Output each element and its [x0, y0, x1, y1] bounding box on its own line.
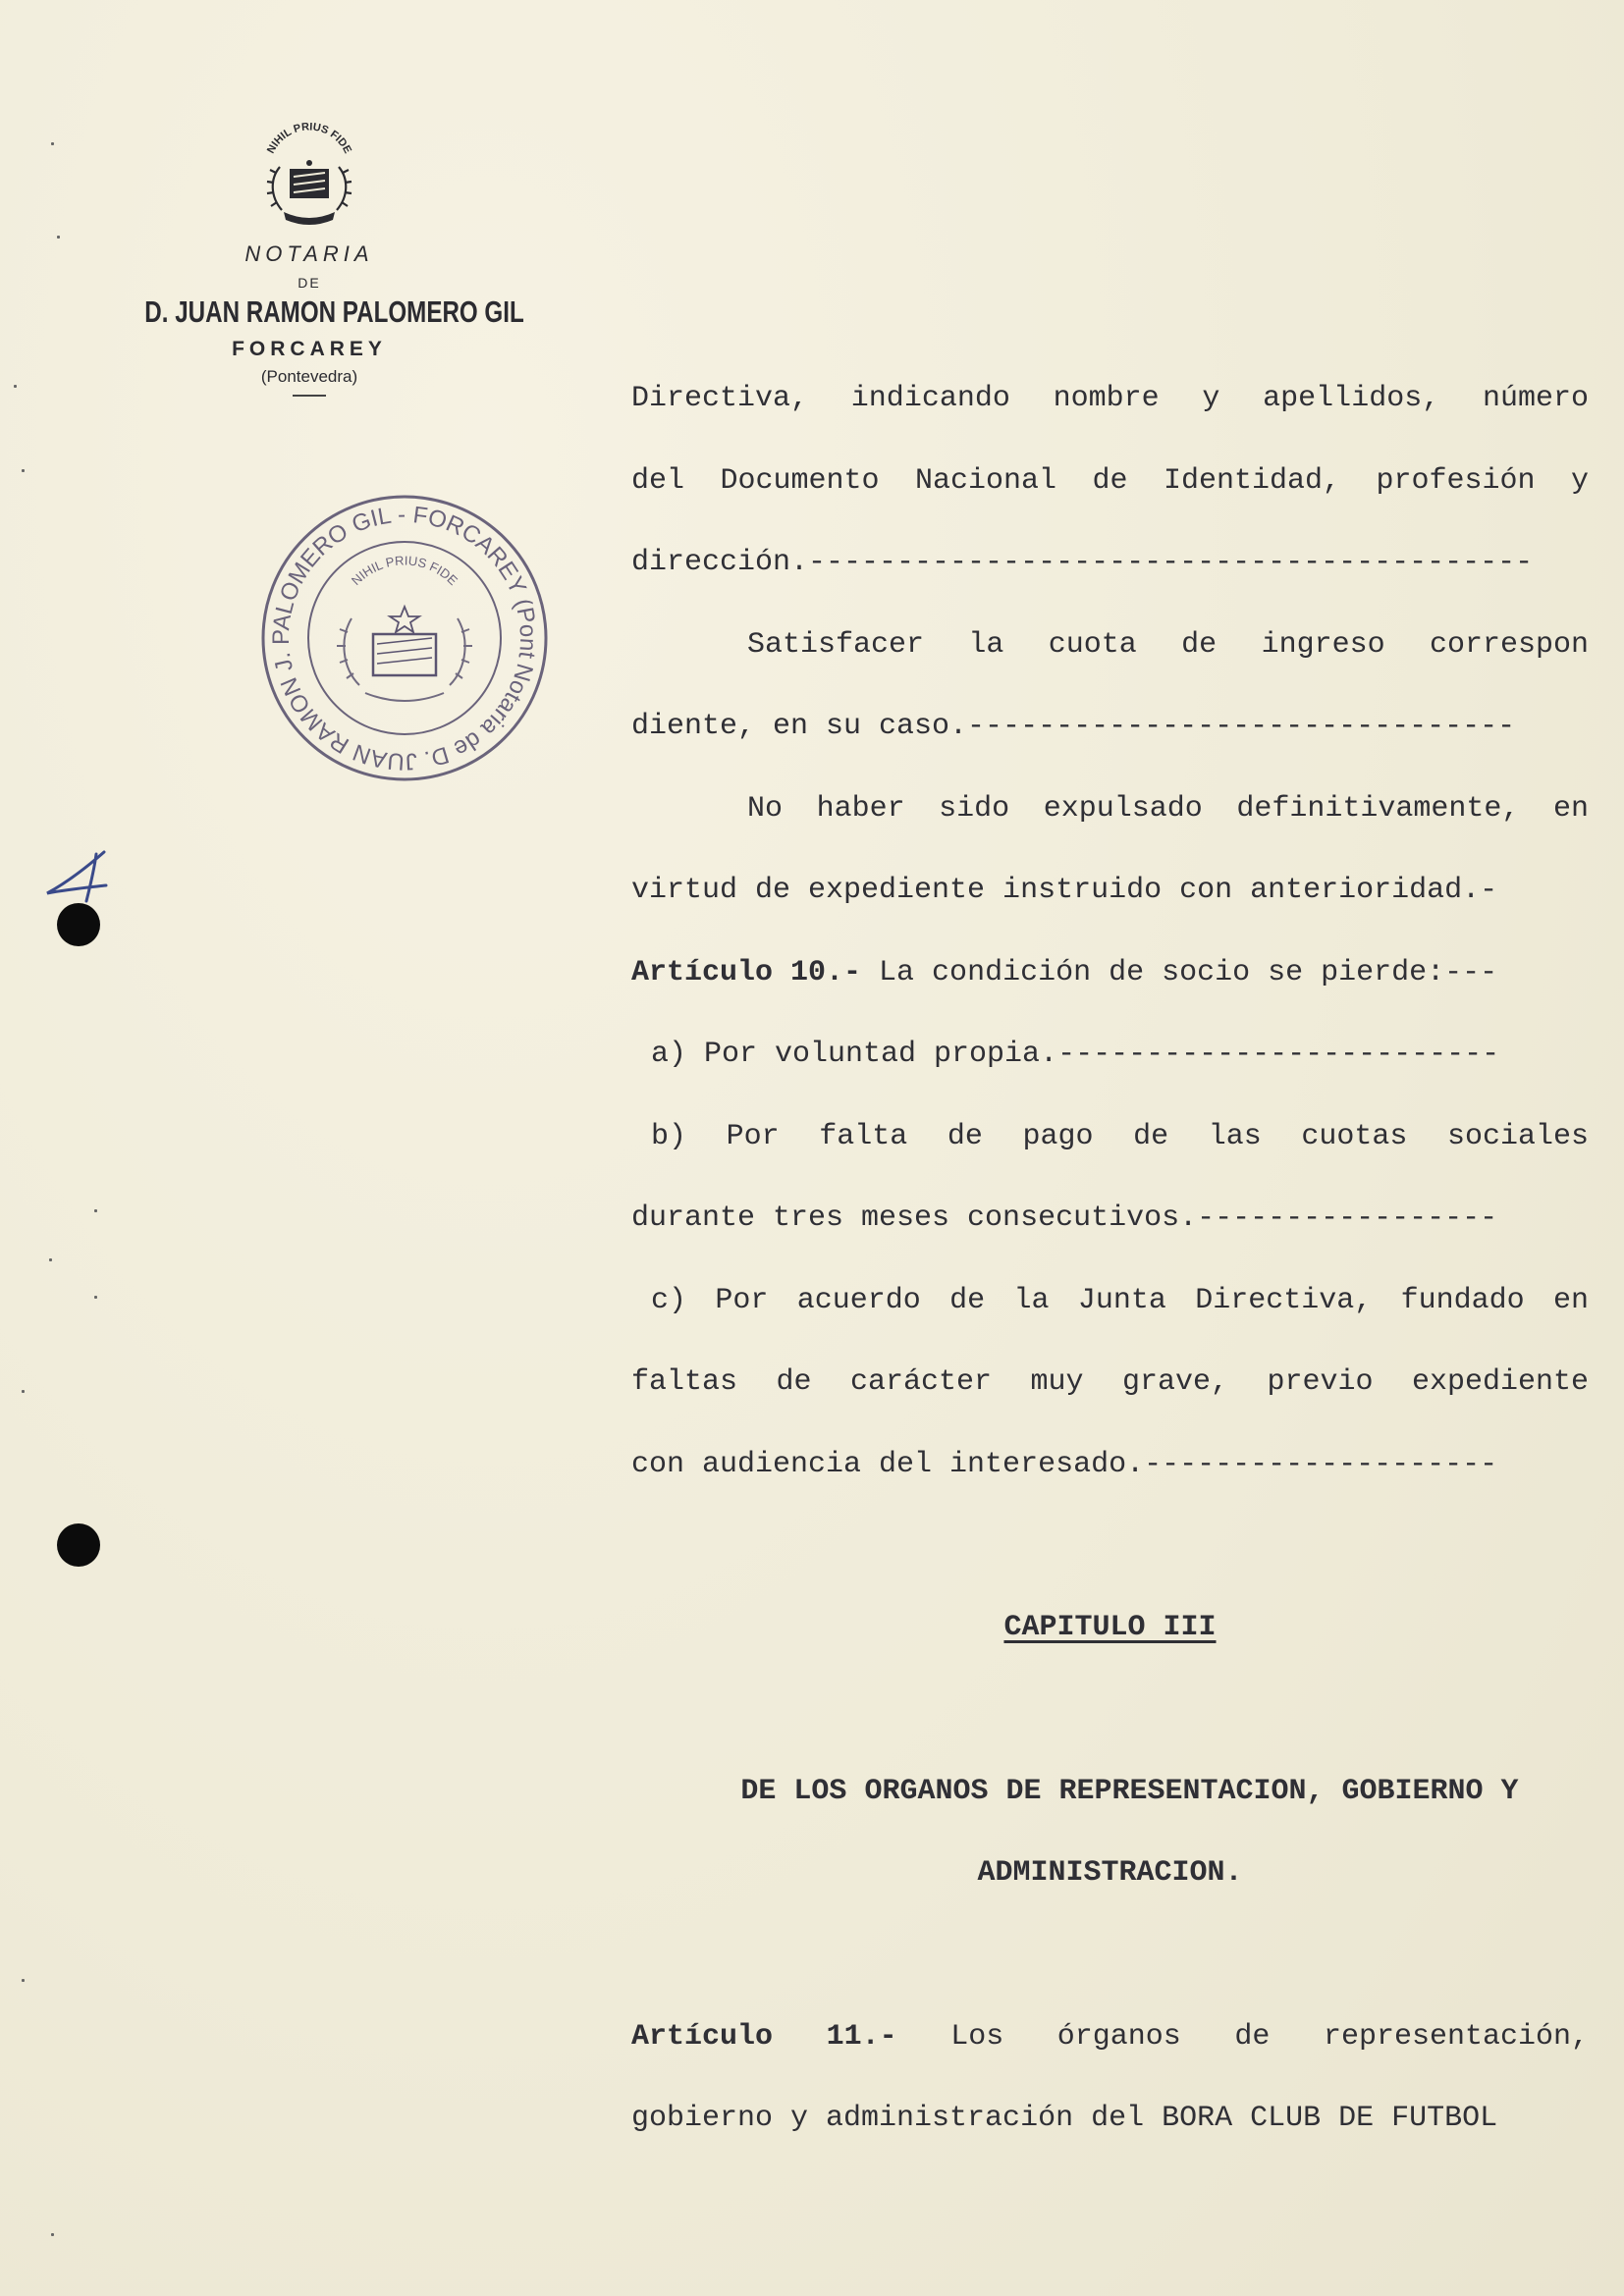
crest-motto: NIHIL PRIUS FIDE — [264, 121, 354, 156]
seal-inner-text: NIHIL PRIUS FIDE — [348, 553, 461, 589]
scan-speck — [51, 142, 54, 145]
svg-text:NIHIL PRIUS FIDE — [265, 121, 353, 155]
scan-speck — [22, 469, 25, 472]
section-heading-line-1: DE LOS ORGANOS DE REPRESENTACION, GOBIERNO Y — [740, 1774, 1519, 1808]
chapter-heading: CAPITULO III — [1003, 1611, 1217, 1644]
letterhead-town: FORCAREY — [232, 338, 387, 360]
notary-crest-icon — [250, 118, 368, 234]
text-line: Satisfacer la cuota de ingreso correspon — [747, 627, 1589, 662]
scan-speck — [94, 1296, 97, 1299]
scan-speck — [51, 2233, 54, 2236]
text-line: a) Por voluntad propia.------------------------- — [651, 1038, 1500, 1071]
text-line: virtud de expediente instruido con anterioridad.- — [631, 874, 1498, 907]
text-line: No haber sido expulsado definitivamente, en — [747, 791, 1589, 826]
svg-text:NIHIL PRIUS FIDE — [349, 553, 460, 588]
article-11-label: Artículo 11.- — [631, 2019, 897, 2054]
punch-hole-bottom — [57, 1523, 100, 1567]
seal-ring-text: Notaria de D. JUAN RAMON J. PALOMERO GIL - FORCAREY (Pontevedra) — [267, 501, 542, 775]
text-line: del Documento Nacional de Identidad, profesión y — [631, 463, 1589, 498]
text-line: gobierno y administración del BORA CLUB DE FUTBOL — [631, 2102, 1498, 2135]
margin-handwritten-mark — [18, 846, 116, 915]
scan-speck — [94, 1209, 97, 1212]
text-line: c) Por acuerdo de la Junta Directiva, fundado en — [651, 1283, 1589, 1317]
scan-speck — [57, 236, 60, 239]
scan-speck — [22, 1390, 25, 1393]
article-11-line — [631, 2007, 1589, 2090]
article-10-label: Artículo 10.- — [631, 955, 862, 989]
text-line: faltas de carácter muy grave, previo expediente — [631, 1365, 1589, 1399]
text-line: con audiencia del interesado.-------------------- — [631, 1447, 1498, 1481]
text-line: b) Por falta de pago de las cuotas sociales — [651, 1119, 1589, 1153]
letterhead-rule — [293, 395, 326, 397]
article-10-text: La condición de socio se pierde:--- — [861, 955, 1498, 989]
letterhead-province: (Pontevedra) — [260, 367, 358, 386]
section-heading-line-2: ADMINISTRACION. — [977, 1856, 1243, 1890]
letterhead-de: DE — [298, 275, 321, 291]
article-10-line — [631, 943, 1589, 1026]
notary-seal-stamp — [257, 491, 552, 785]
article-11-text: Los órganos de representación, — [896, 2019, 1589, 2054]
letterhead-notary-name: D. JUAN RAMON PALOMERO GIL — [144, 294, 524, 329]
scan-speck — [49, 1258, 52, 1261]
text-line: durante tres meses consecutivos.----------------- — [631, 1201, 1498, 1235]
text-line: Directiva, indicando nombre y apellidos, número — [631, 382, 1589, 415]
statute-text-block — [631, 369, 1589, 2171]
scan-speck — [14, 385, 17, 388]
text-line: diente, en su caso.------------------------------- — [631, 710, 1516, 743]
svg-text:Notaria de D. JUAN RAMON J. PA — [257, 491, 552, 785]
punch-hole-top — [57, 903, 100, 946]
chapter-heading-line — [631, 1598, 1589, 1681]
text-line: dirección.----------------------------------------- — [631, 546, 1534, 579]
letterhead-notaria: NOTARIA — [244, 241, 374, 266]
notary-letterhead — [98, 118, 524, 397]
scan-speck — [22, 1979, 25, 1982]
